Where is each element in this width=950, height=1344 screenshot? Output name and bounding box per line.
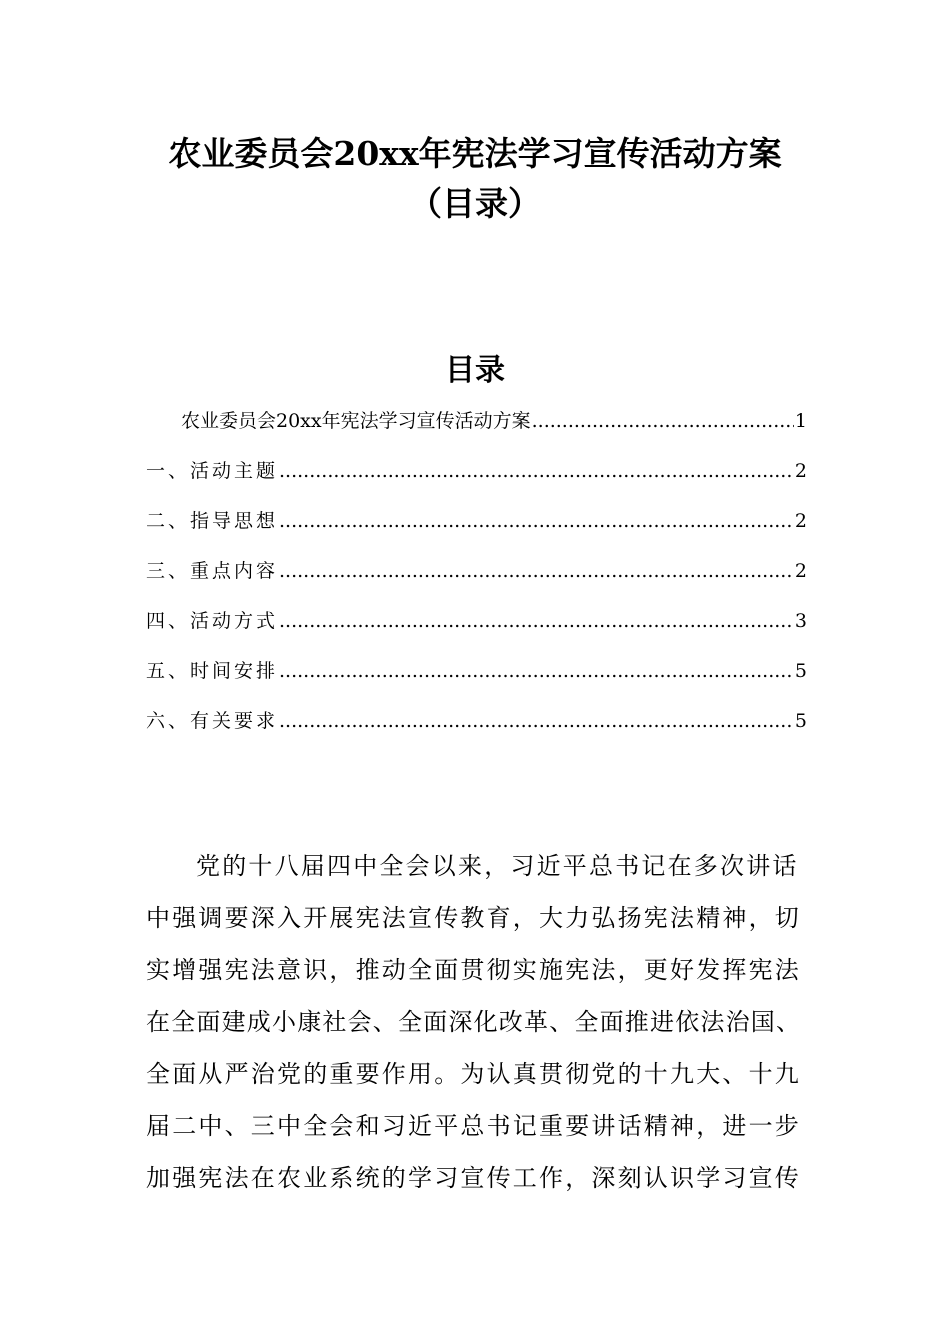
body-text-line: 中强调要深入开展宪法宣传教育，大力弘扬宪法精神，切 [146,904,801,932]
body-text-line: 加强宪法在农业系统的学习宣传工作，深刻认识学习宣传 [146,1164,801,1192]
toc-dot-leader [279,508,794,534]
toc-dot-leader [532,408,794,434]
toc-entry-label: 农业委员会20xx年宪法学习宣传活动方案 [181,410,531,432]
toc-entry-page: 2 [794,510,807,532]
toc-dot-leader [279,608,794,634]
toc-entry-schedule[interactable] [146,658,807,684]
toc-entry-guiding-ideology[interactable] [146,508,807,534]
document-subtitle: （目录） [409,184,541,223]
toc-entry-label: 三、重点内容 [146,560,279,582]
toc-entry-page: 2 [794,560,807,582]
toc-entry-label: 四、活动方式 [146,610,279,632]
toc-dot-leader [279,658,794,684]
toc-entry-requirements[interactable] [146,708,807,734]
toc-entry-page: 5 [794,660,807,682]
toc-entry-page: 1 [794,410,807,432]
toc-entry-page: 5 [794,710,807,732]
toc-dot-leader [279,558,794,584]
toc-entry-page: 2 [794,460,807,482]
toc-entry-label: 二、指导思想 [146,510,279,532]
toc-entry-label: 六、有关要求 [146,710,279,732]
body-text-line: 届二中、三中全会和习近平总书记重要讲话精神，进一步 [146,1112,801,1140]
body-text-line: 实增强宪法意识，推动全面贯彻实施宪法，更好发挥宪法 [146,956,801,984]
toc-heading: 目录 [445,353,505,388]
body-text-line: 党的十八届四中全会以来，习近平总书记在多次讲话 [196,852,799,880]
toc-entry-key-content[interactable] [146,558,807,584]
toc-dot-leader [279,458,794,484]
toc-dot-leader [279,708,794,734]
document-title: 农业委员会20xx年宪法学习宣传活动方案 [168,134,782,173]
body-text-line: 在全面建成小康社会、全面深化改革、全面推进依法治国、 [146,1008,802,1036]
toc-entry-page: 3 [794,610,807,632]
toc-entry-activity-methods[interactable] [146,608,807,634]
toc-entry-label: 一、活动主题 [146,460,279,482]
body-text-line: 全面从严治党的重要作用。为认真贯彻党的十九大、十九 [146,1060,801,1088]
toc-entry-label: 五、时间安排 [146,660,279,682]
toc-entry-activity-theme[interactable] [146,458,807,484]
toc-entry-main-title[interactable] [181,408,807,434]
